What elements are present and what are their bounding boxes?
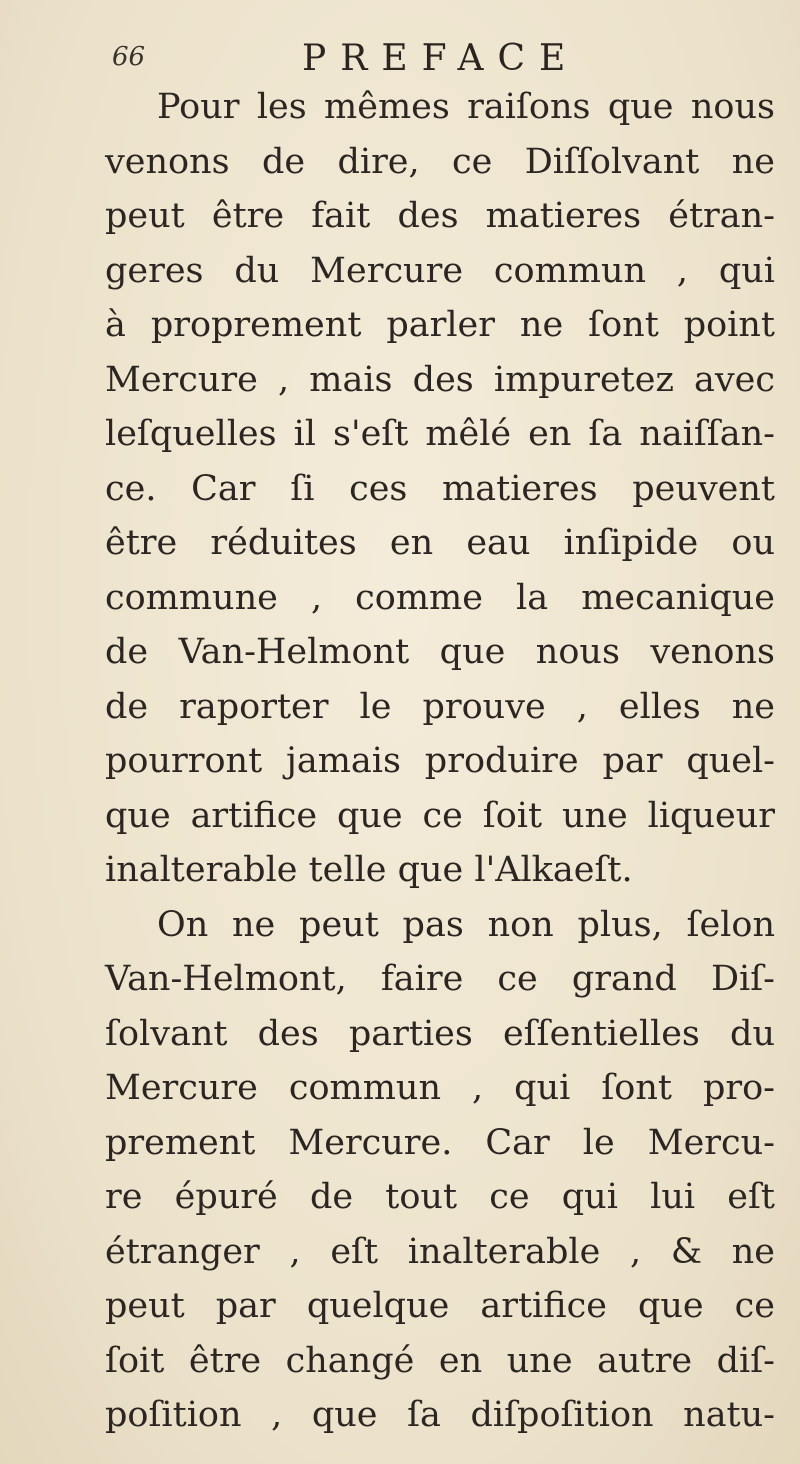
text-line: de Van-Helmont que nous venons [105, 632, 775, 672]
text-line: de raporter le prouve , elles ne [105, 686, 775, 727]
text-line: Pour les mêmes raiſons que nous [157, 87, 775, 127]
text-line: pourront jamais produire par quel- [105, 741, 775, 781]
text-line: prement Mercure. Car le Mercu- [105, 1122, 775, 1163]
text-line: inalterable telle que l'Alkaeſt. [105, 850, 633, 890]
text-line: être réduites en eau inſipide ou [105, 523, 775, 563]
text-line: Van-Helmont, faire ce grand Diſ- [105, 959, 775, 999]
text-line: geres du Mercure commun , qui [105, 250, 775, 291]
text-line: commune , comme la mecanique [105, 577, 775, 618]
text-line: venons de dire, ce Diſſolvant ne [105, 141, 775, 182]
text-line: peut par quelque artifice que ce [105, 1286, 775, 1326]
running-title: PREFACE [302, 38, 580, 79]
text-line: peut être fait des matieres étran- [105, 196, 775, 236]
text-line: Mercure , mais des impuretez avec [105, 359, 775, 400]
text-line: poſition , que ſa diſpoſition natu- [105, 1395, 775, 1435]
text-line: que artifice que ce ſoit une liqueur [105, 795, 775, 836]
page-number: 66 [112, 42, 146, 72]
text-line: re épuré de tout ce qui lui eſt [105, 1177, 775, 1217]
text-line: On ne peut pas non plus, ſelon [157, 904, 775, 945]
text-line: Mercure commun , qui ſont pro- [105, 1068, 775, 1108]
text-line: ſolvant des parties eſſentielles du [105, 1013, 775, 1054]
text-line: leſquelles il s'eſt mêlé en ſa naiſſan- [105, 414, 775, 454]
text-line: à proprement parler ne ſont point [105, 305, 775, 345]
text-line: ſoit être changé en une autre diſ- [105, 1340, 775, 1381]
body-text [105, 80, 775, 1443]
text-line: ce. Car ſi ces matieres peuvent [105, 468, 775, 509]
text-line: étranger , eſt inalterable , & ne [105, 1231, 775, 1272]
